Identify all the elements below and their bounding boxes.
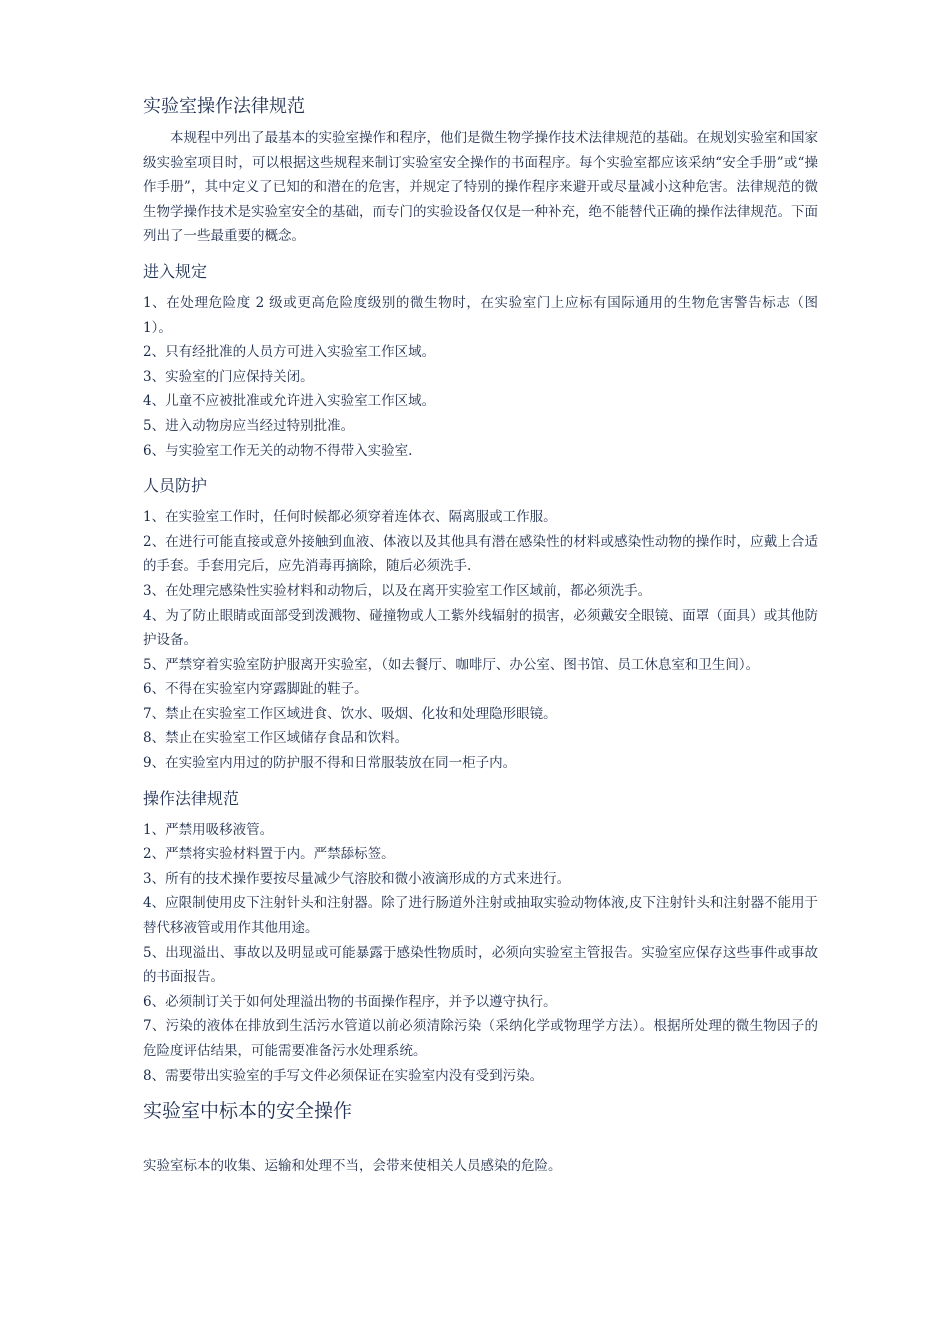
list-item: 2、只有经批准的人员方可进入实验室工作区域。 xyxy=(143,344,436,361)
section-heading-entry: 进入规定 xyxy=(143,261,208,281)
list-item: 4、儿童不应被批准或允许进入实验室工作区域。 xyxy=(143,393,436,410)
intro-paragraph: 本规程中列出了最基本的实验室操作和程序，他们是微生物学操作技术法律规范的基础。在规划实验室和国家级实验室项目时，可以根据这些规程来制订实验室安全操作的书面程序。每个实验室都应该采纳“安全手册”或“操作手册”，其中定义了已知的和潜在的危害，并规定了特别的操作程序来避开或尽量减小这种危害。法律规范的微生物学操作技术是实验室安全的基础，而专门的实验设备仅仅是一种补充，绝不能替代正确的操作法律规范。下面列出了一些最重要的概念。 xyxy=(143,130,818,245)
list-item: 4、为了防止眼睛或面部受到泼溅物、碰撞物或人工紫外线辐射的损害，必须戴安全眼镜、面罩（面具）或其他防护设备。 xyxy=(143,607,818,649)
list-item: 6、必须制订关于如何处理溢出物的书面操作程序，并予以遵守执行。 xyxy=(143,993,557,1010)
list-item: 2、在进行可能直接或意外接触到血液、体液以及其他具有潜在感染性的材料或感染性动物的操作时，应戴上合适的手套。手套用完后，应先消毒再摘除，随后必须洗手. xyxy=(143,533,818,575)
list-item: 9、在实验室内用过的防护服不得和日常服装放在同一柜子内。 xyxy=(143,755,517,772)
entry-rules-list xyxy=(143,291,818,463)
list-item: 3、实验室的门应保持关闭。 xyxy=(143,368,314,385)
document-page xyxy=(143,92,818,1179)
list-item: 3、在处理完感染性实验材料和动物后，以及在离开实验室工作区域前，都必须洗手。 xyxy=(143,582,652,599)
list-item: 5、严禁穿着实验室防护服离开实验室，（如去餐厅、咖啡厅、办公室、图书馆、员工休息室和卫生间）。 xyxy=(143,656,760,673)
list-item: 1、严禁用吸移液管。 xyxy=(143,821,274,838)
list-item: 7、污染的液体在排放到生活污水管道以前必须清除污染（采纳化学或物理学方法）。根据所处理的微生物因子的危险度评估结果，可能需要准备污水处理系统。 xyxy=(143,1018,818,1059)
practice-rules-list xyxy=(143,818,818,1089)
section-title-specimens: 实验室中标本的安全操作 xyxy=(143,1100,353,1123)
section-heading-protection: 人员防护 xyxy=(143,476,208,496)
specimens-paragraph: 实验室标本的收集、运输和处理不当，会带来使相关人员感染的危险。 xyxy=(143,1158,562,1175)
section-heading-practices: 操作法律规范 xyxy=(143,788,240,808)
list-item: 6、与实验室工作无关的动物不得带入实验室. xyxy=(143,442,413,459)
list-item: 2、严禁将实验材料置于内。严禁舔标签。 xyxy=(143,846,395,863)
list-item: 8、禁止在实验室工作区域储存食品和饮料。 xyxy=(143,730,409,747)
list-item: 1、在实验室工作时，任何时候都必须穿着连体衣、隔离服或工作服。 xyxy=(143,509,557,526)
list-item: 5、进入动物房应当经过特别批准。 xyxy=(143,417,355,434)
list-item: 4、应限制使用皮下注射针头和注射器。除了进行肠道外注射或抽取实验动物体液,皮下注射针头和注射器不能用于替代移液管或用作其他用途。 xyxy=(143,895,818,937)
list-item: 7、禁止在实验室工作区域进食、饮水、吸烟、化妆和处理隐形眼镜。 xyxy=(143,705,557,722)
list-item: 1、在处理危险度 2 级或更高危险度级别的微生物时，在实验室门上应标有国际通用的生物危害警告标志（图 1）。 xyxy=(143,294,818,336)
list-item: 3、所有的技术操作要按尽量减少气溶胶和微小液滴形成的方式来进行。 xyxy=(143,870,571,887)
page-title: 实验室操作法律规范 xyxy=(143,96,305,117)
list-item: 8、需要带出实验室的手写文件必须保证在实验室内没有受到污染。 xyxy=(143,1067,544,1084)
list-item: 6、不得在实验室内穿露脚趾的鞋子。 xyxy=(143,681,368,698)
protection-rules-list xyxy=(143,505,818,776)
list-item: 5、出现溢出、事故以及明显或可能暴露于感染性物质时，必须向实验室主管报告。实验室应保存这些事件或事故的书面报告。 xyxy=(143,944,818,986)
